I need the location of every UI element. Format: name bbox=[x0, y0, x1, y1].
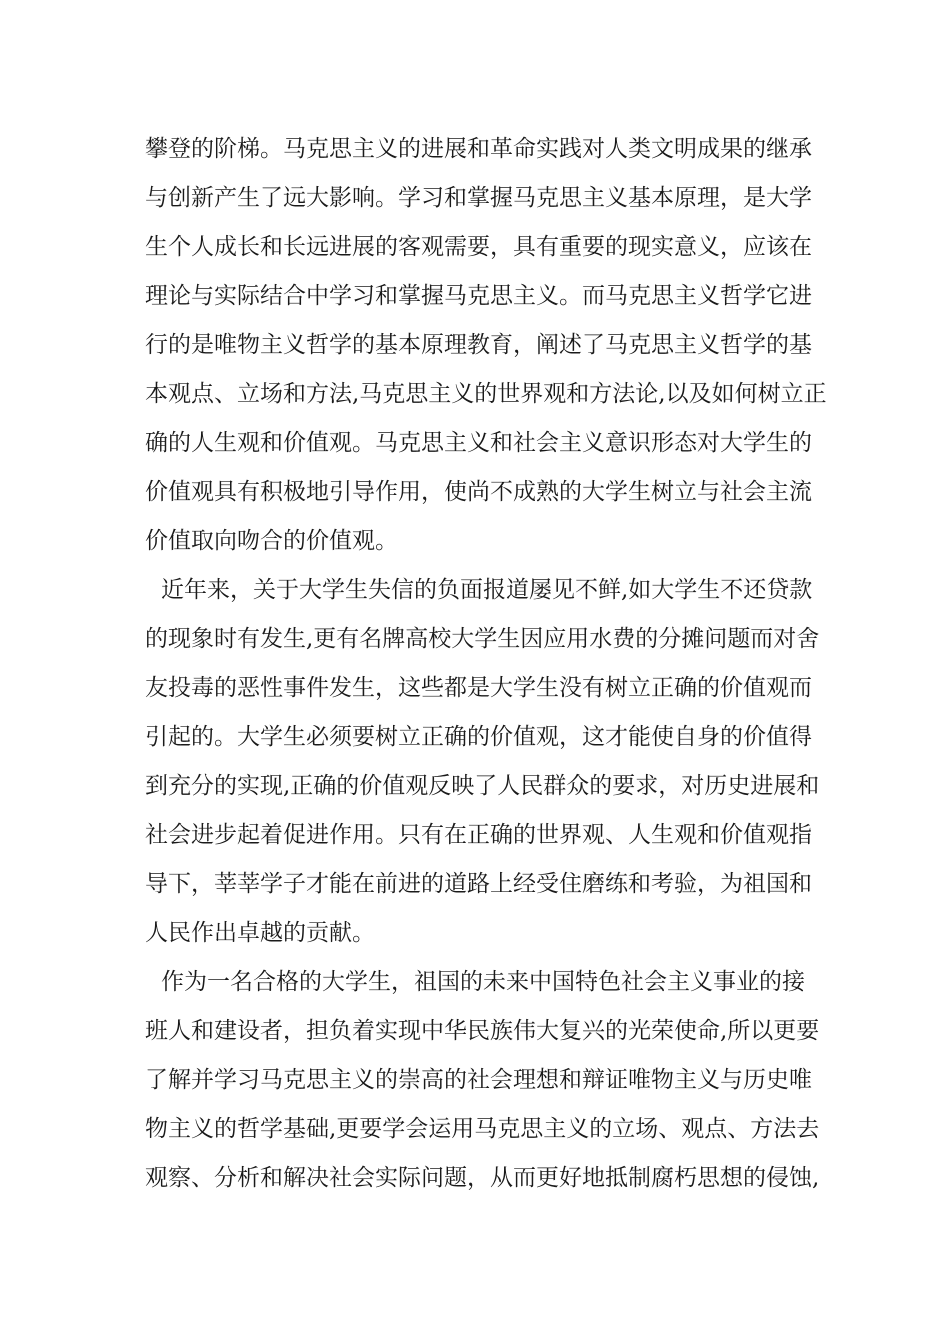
text-line: 生个人成长和长远进展的客观需要，具有重要的现实意义，应该在 bbox=[145, 234, 812, 260]
text-line: 价值观具有积极地引导作用，使尚不成熟的大学生树立与社会主流 bbox=[145, 479, 812, 505]
text-line: 导下，莘莘学子才能在前进的道路上经受住磨练和考验，为祖国和 bbox=[145, 871, 812, 897]
text-line: 社会进步起着促进作用。只有在正确的世界观、人生观和价值观指 bbox=[145, 822, 812, 848]
text-line: 物主义的哲学基础,更要学会运用马克思主义的立场、观点、方法去 bbox=[145, 1116, 820, 1142]
paragraph-start-line: 作为一名合格的大学生，祖国的未来中国特色社会主义事业的接 bbox=[161, 969, 805, 995]
text-line: 引起的。大学生必须要树立正确的价值观，这才能使自身的价值得 bbox=[145, 724, 812, 750]
text-line: 友投毒的恶性事件发生，这些都是大学生没有树立正确的价值观而 bbox=[145, 675, 812, 701]
text-line: 人民作出卓越的贡献。 bbox=[145, 920, 375, 946]
text-line: 确的人生观和价值观。马克思主义和社会主义意识形态对大学生的 bbox=[145, 430, 812, 456]
text-line: 价值取向吻合的价值观。 bbox=[145, 528, 398, 554]
text-line: 班人和建设者，担负着实现中华民族伟大复兴的光荣使命,所以更要 bbox=[145, 1018, 820, 1044]
text-line: 观察、分析和解决社会实际问题，从而更好地抵制腐朽思想的侵蚀, bbox=[145, 1165, 820, 1191]
text-line: 本观点、立场和方法,马克思主义的世界观和方法论,以及如何树立正 bbox=[145, 381, 827, 407]
text-line: 的现象时有发生,更有名牌高校大学生因应用水费的分摊问题而对舍 bbox=[145, 626, 820, 652]
text-line: 行的是唯物主义哲学的基本原理教育，阐述了马克思主义哲学的基 bbox=[145, 332, 812, 358]
text-line: 到充分的实现,正确的价值观反映了人民群众的要求，对历史进展和 bbox=[145, 773, 820, 799]
body-text bbox=[145, 125, 827, 1203]
text-line: 攀登的阶梯。马克思主义的进展和革命实践对人类文明成果的继承 bbox=[145, 136, 812, 162]
text-line: 理论与实际结合中学习和掌握马克思主义。而马克思主义哲学它进 bbox=[145, 283, 812, 309]
text-line: 与创新产生了远大影响。学习和掌握马克思主义基本原理，是大学 bbox=[145, 185, 812, 211]
text-line: 了解并学习马克思主义的崇高的社会理想和辩证唯物主义与历史唯 bbox=[145, 1067, 812, 1093]
paragraph-start-line: 近年来，关于大学生失信的负面报道屡见不鲜,如大学生不还贷款 bbox=[161, 577, 813, 603]
